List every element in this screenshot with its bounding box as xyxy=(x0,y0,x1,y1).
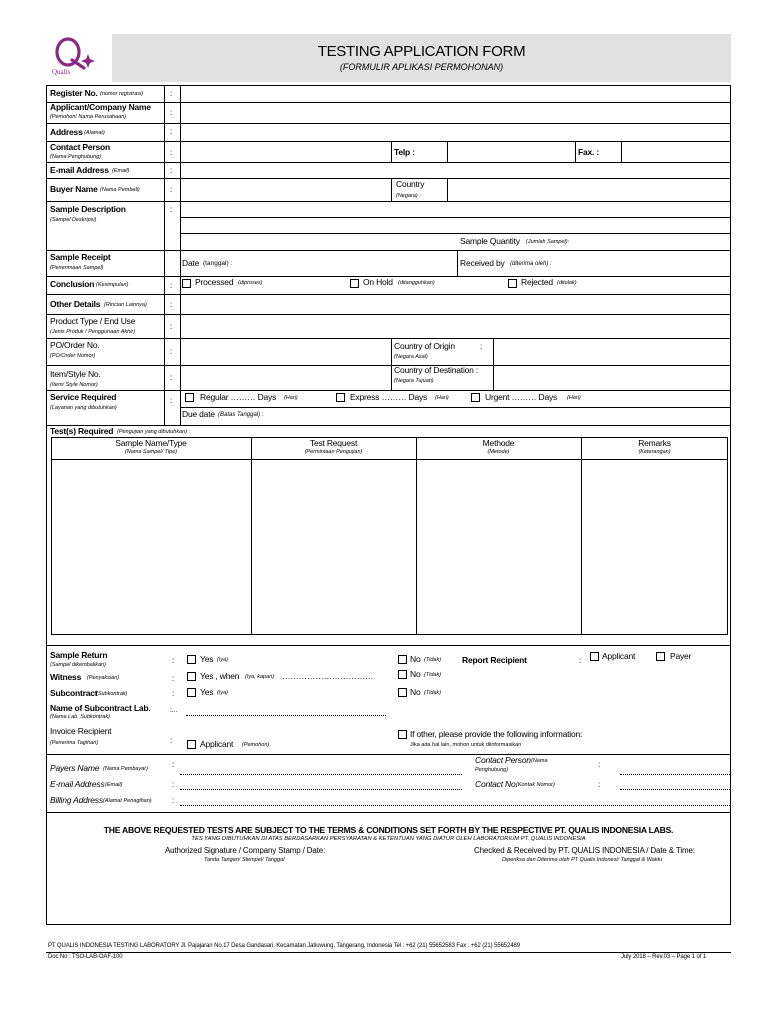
rejected-checkbox[interactable] xyxy=(508,279,517,288)
yes-when-label: Yes , when xyxy=(200,671,240,681)
colon: : xyxy=(172,656,175,665)
colon: : xyxy=(170,396,173,405)
contact-no-line[interactable] xyxy=(620,789,730,790)
regular-checkbox[interactable] xyxy=(185,393,194,402)
terms-main: THE ABOVE REQUESTED TESTS ARE SUBJECT TO THE TERMS & CONDITIONS SET FORTH BY THE RESPECTIVE PT. QUALIS INDONESIA LABS. xyxy=(103,825,674,835)
sample-return-yes-checkbox[interactable] xyxy=(187,655,196,664)
colon: : xyxy=(170,185,173,194)
origin-field[interactable] xyxy=(494,339,730,364)
on-hold-label: On Hold xyxy=(363,277,393,287)
address-field[interactable] xyxy=(181,124,730,140)
remarks-cell[interactable] xyxy=(582,460,727,634)
form-title: TESTING APPLICATION FORM xyxy=(317,43,526,60)
sample-desc-field-2[interactable] xyxy=(181,218,730,232)
colon: : xyxy=(170,281,173,290)
sample-desc-field-1[interactable] xyxy=(181,202,730,216)
date-sub: (tanggal) : xyxy=(203,260,233,267)
colon: : xyxy=(172,760,175,769)
on-hold-sub: (ditangguhkan) xyxy=(398,280,435,286)
col-sample-name: Sample Name/Type (Nama Sampel/ Tipe) xyxy=(115,438,187,455)
item-no-field[interactable] xyxy=(181,366,390,389)
logo-word: Qualis xyxy=(52,68,71,76)
urgent-checkbox[interactable] xyxy=(471,393,480,402)
no-sub: (Tidak) xyxy=(424,672,442,678)
no-sub: (Tidak) xyxy=(424,690,442,696)
colon: : xyxy=(170,736,173,745)
product-type-sub: (Jenis Produk / Penggunaan Akhir) xyxy=(50,329,136,335)
origin-label: Country of Origin xyxy=(394,341,455,351)
buyer-sub: (Nama Pembeli) xyxy=(100,187,140,193)
report-payer-label: Payer xyxy=(670,651,692,661)
received-by-label: Received by xyxy=(460,258,505,268)
payer-email-label: E-mail Address xyxy=(50,779,105,789)
address-label: Address xyxy=(50,127,83,137)
register-no-sub: (nomor registrasi) xyxy=(100,91,144,97)
col-methode: Methode (Metode) xyxy=(482,438,515,455)
colon: : xyxy=(172,796,175,805)
register-no-label: Register No. xyxy=(50,88,98,98)
colon: : xyxy=(172,780,175,789)
rejected-label: Rejected xyxy=(521,277,553,287)
regular-label: Regular ……… Days xyxy=(200,392,277,402)
applicant-label: Applicant/Company Name xyxy=(50,102,151,112)
fax-label: Fax. : xyxy=(578,147,600,157)
colon: : xyxy=(172,674,175,683)
express-label: Express ……… Days xyxy=(350,392,428,402)
colon: : xyxy=(598,780,601,789)
date-label: Date xyxy=(182,258,200,268)
rejected-sub: (ditolak) xyxy=(557,280,577,286)
other-details-label: Other Details xyxy=(50,299,101,309)
colon: : xyxy=(170,322,173,331)
if-other-checkbox[interactable] xyxy=(398,730,407,739)
yes-label: Yes xyxy=(200,654,214,664)
witness-sub: (Penyaksian) xyxy=(87,675,120,681)
po-no-sub: (PO/Order Nomor) xyxy=(50,353,96,359)
no-label: No xyxy=(410,669,421,679)
methode-cell[interactable] xyxy=(417,460,580,634)
sample-name-cell[interactable] xyxy=(52,460,250,634)
footer-doc-no: Doc No : TSO-LAB-OAF-100 xyxy=(48,954,123,960)
address-sub: (Alamat) xyxy=(84,130,105,136)
witness-yes-checkbox[interactable] xyxy=(187,672,196,681)
origin-sub: (Negara Asal) xyxy=(394,354,428,360)
contact-sub: (Nama xyxy=(531,758,548,764)
subcontract-lab-line[interactable] xyxy=(186,715,386,716)
colon: : xyxy=(170,148,173,157)
authorized-signature-area[interactable] xyxy=(160,865,410,921)
sample-return-sub: (Sampel dikembalikan) xyxy=(50,662,106,668)
item-no-sub: (Item/ Style Nomor) xyxy=(50,382,98,388)
payer-email-line[interactable] xyxy=(180,789,462,790)
footer-rev: July 2018 – Rev.03 – Page 1 of 1 xyxy=(621,954,707,960)
colon: : xyxy=(170,108,173,117)
payers-name-sub: (Nama Pembayar) xyxy=(103,766,148,772)
invoice-applicant-label: Applicant xyxy=(200,739,234,749)
billing-label: Billing Address xyxy=(50,795,103,805)
payers-name-line[interactable] xyxy=(180,774,462,775)
hari-sub: (Hari) xyxy=(567,395,581,401)
country-label: Country xyxy=(396,179,425,189)
sample-qty-label: Sample Quantity xyxy=(460,236,520,246)
buyer-label: Buyer Name xyxy=(50,184,98,194)
subcontract-label: Subcontract xyxy=(50,688,98,698)
sample-qty-sub: (Jumlah Sampel): xyxy=(526,239,570,245)
colon: : xyxy=(579,656,582,665)
test-request-cell[interactable] xyxy=(252,460,415,634)
colon: : xyxy=(170,373,173,382)
divider xyxy=(46,645,731,646)
sample-desc-label: Sample Description xyxy=(50,204,126,214)
divider xyxy=(46,812,731,813)
po-no-label: PO/Order No. xyxy=(50,340,100,350)
country-sub: (Negara) : xyxy=(396,193,421,199)
payer-email-sub: (Email) xyxy=(105,782,123,788)
if-other-label: If other, please provide the following information: xyxy=(410,729,583,739)
other-details-sub: (Rincian Lainnya) xyxy=(104,302,147,308)
applicant-sub: (Pemohon/ Nama Perusahaan) xyxy=(50,114,127,120)
sign-right-label: Checked & Received by PT. QUALIS INDONESIA / Date & Time: xyxy=(474,846,695,855)
telp-field[interactable] xyxy=(448,142,574,161)
report-applicant-label: Applicant xyxy=(602,651,636,661)
contact-line[interactable] xyxy=(620,774,730,775)
contact-no-label: Contact No. xyxy=(475,779,518,789)
yes-when-dots[interactable]: …………………………… xyxy=(282,671,374,681)
register-no-field[interactable] xyxy=(181,86,730,101)
processed-label: Processed xyxy=(195,277,234,287)
yes-label: Yes xyxy=(200,687,214,697)
yes-sub: (Iya) xyxy=(217,657,228,663)
colon: : xyxy=(170,347,173,356)
sample-return-no-checkbox[interactable] xyxy=(398,655,407,664)
other-details-field[interactable] xyxy=(181,295,730,313)
colon: : xyxy=(170,89,173,98)
contact-label: Contact Person xyxy=(475,755,531,765)
fax-field[interactable] xyxy=(622,142,730,161)
if-other-sub: Jika ada hal lain, mohon untuk diinformasikan xyxy=(410,742,522,748)
col-remarks: Remarks (Keterangan) xyxy=(638,438,671,455)
received-by-sub: (diterima oleh) : xyxy=(510,261,552,267)
product-type-label: Product Type / End Use xyxy=(50,316,136,326)
service-sub: (Layanan yang dibutuhkan) xyxy=(50,405,117,411)
telp-label: Telp : xyxy=(394,147,415,157)
buyer-field[interactable] xyxy=(181,179,390,200)
subcontract-yes-checkbox[interactable] xyxy=(187,688,196,697)
colon: : xyxy=(170,166,173,175)
yes-when-sub: (Iya, kapan) xyxy=(245,674,275,680)
no-label: No xyxy=(410,687,421,697)
hari-sub: (Hari) xyxy=(435,395,449,401)
subcontract-no-checkbox[interactable] xyxy=(398,688,407,697)
processed-sub: (diproses) xyxy=(238,280,263,286)
colon: : xyxy=(170,205,173,214)
country-field[interactable] xyxy=(448,179,730,200)
sample-receipt-sub: (Penerimaan Sampel) xyxy=(50,265,104,271)
billing-sub: (Alamat Penagihan) xyxy=(103,798,152,804)
colon: : xyxy=(598,760,601,769)
report-recipient-label: Report Recipient xyxy=(462,655,527,665)
sign-left-sub: Tanda Tangan/ Stempel/ Tanggal xyxy=(204,857,285,863)
no-sub: (Tidak) xyxy=(424,657,442,663)
origin-colon: : xyxy=(480,342,483,351)
payers-name-label: Payers Name xyxy=(50,763,100,773)
divider xyxy=(46,754,731,755)
destination-field[interactable] xyxy=(494,366,730,389)
billing-line[interactable] xyxy=(180,805,730,806)
product-type-field[interactable] xyxy=(181,315,730,337)
conclusion-label: Conclusion xyxy=(50,279,95,289)
processed-checkbox[interactable] xyxy=(182,279,191,288)
due-date-label: Due date xyxy=(182,409,215,419)
item-no-label: Item/Style No. xyxy=(50,369,101,379)
colon: : xyxy=(170,300,173,309)
invoice-applicant-sub: (Pemohon) xyxy=(242,742,270,748)
express-checkbox[interactable] xyxy=(336,393,345,402)
contact-label: Contact Person xyxy=(50,142,111,152)
service-label: Service Required xyxy=(50,392,117,402)
footer-address: PT QUALIS INDONESIA TESTING LABORATORY Jl. Pajajaran No.17 Desa Gandasari, Kecamatan Jatiuwung, Tangerang, Indonesia Tel : +62 (21) 55652583 Fax : +62 (21) 55652489 xyxy=(48,943,520,949)
email-field[interactable] xyxy=(181,163,730,177)
witness-label: Witness xyxy=(50,672,82,682)
destination-sub: (Negara Tujuan) xyxy=(394,378,434,384)
yes-sub: (Iya) xyxy=(217,690,228,696)
hari-sub: (Hari) xyxy=(284,395,298,401)
no-label: No xyxy=(410,654,421,664)
sign-right-sub: Diperiksa dan Diterima oleh PT Qualis Indonesi/ Tanggal & Waktu xyxy=(502,857,663,863)
tests-required-label: Test(s) Required xyxy=(50,426,114,436)
footer-rule xyxy=(46,952,731,953)
conclusion-sub: (Kesimpulan) xyxy=(96,282,129,288)
email-sub: (Email) xyxy=(112,168,130,174)
urgent-label: Urgent ……… Days xyxy=(485,392,558,402)
subcontract-lab-label: Name of Subcontract Lab. xyxy=(50,703,151,713)
subcontract-lab-colon: :… xyxy=(170,707,177,714)
witness-no-checkbox[interactable] xyxy=(398,670,407,679)
email-label: E-mail Address xyxy=(50,165,109,175)
invoice-label: Invoice Recipient xyxy=(50,726,112,736)
po-no-field[interactable] xyxy=(181,339,390,364)
invoice-sub: (Penerima Tagihan) xyxy=(50,740,99,746)
tests-required-sub: (Pengujian yang dibutuhkan) : xyxy=(117,429,191,435)
subcontract-lab-sub: (Nama Lab. Subkontrak) xyxy=(50,714,110,720)
form-subtitle: (FORMULIR APLIKASI PERMOHONAN) xyxy=(339,62,504,72)
terms-sub: TES YANG DIBUTUHKAN DI ATAS BERDASARKAN PERSYARATAN & KETENTUAN YANG DIATUR OLEH LABORATORIUM PT. QUALIS INDONESIA xyxy=(191,836,586,842)
sample-return-label: Sample Return xyxy=(50,650,108,660)
applicant-field[interactable] xyxy=(181,103,730,122)
colon: : xyxy=(172,689,175,698)
sample-receipt-label: Sample Receipt xyxy=(50,252,111,262)
contact-no-sub: (Kontak Nomor) xyxy=(516,782,555,788)
contact-sub: (Nama Penghubung) xyxy=(50,154,102,160)
contact-sub-2: Penghubung) xyxy=(475,767,509,773)
invoice-applicant-checkbox[interactable] xyxy=(187,740,196,749)
contact-field[interactable] xyxy=(181,142,390,161)
report-payer-checkbox[interactable] xyxy=(656,652,665,661)
report-applicant-checkbox[interactable] xyxy=(590,652,599,661)
subcontract-sub: (Subkontrak) xyxy=(96,691,128,697)
received-signature-area[interactable] xyxy=(470,865,725,921)
col-test-request: Test Request (Permintaan Pengujian) xyxy=(304,438,363,455)
due-date-sub: (Batas Tanggal) : xyxy=(218,412,264,418)
destination-label: Country of Destination : xyxy=(394,365,479,375)
colon: : xyxy=(170,127,173,136)
on-hold-checkbox[interactable] xyxy=(350,279,359,288)
sign-left-label: Authorized Signature / Company Stamp / Date: xyxy=(165,846,326,855)
sample-desc-sub: (Sampel Deskripsi) xyxy=(50,217,97,223)
